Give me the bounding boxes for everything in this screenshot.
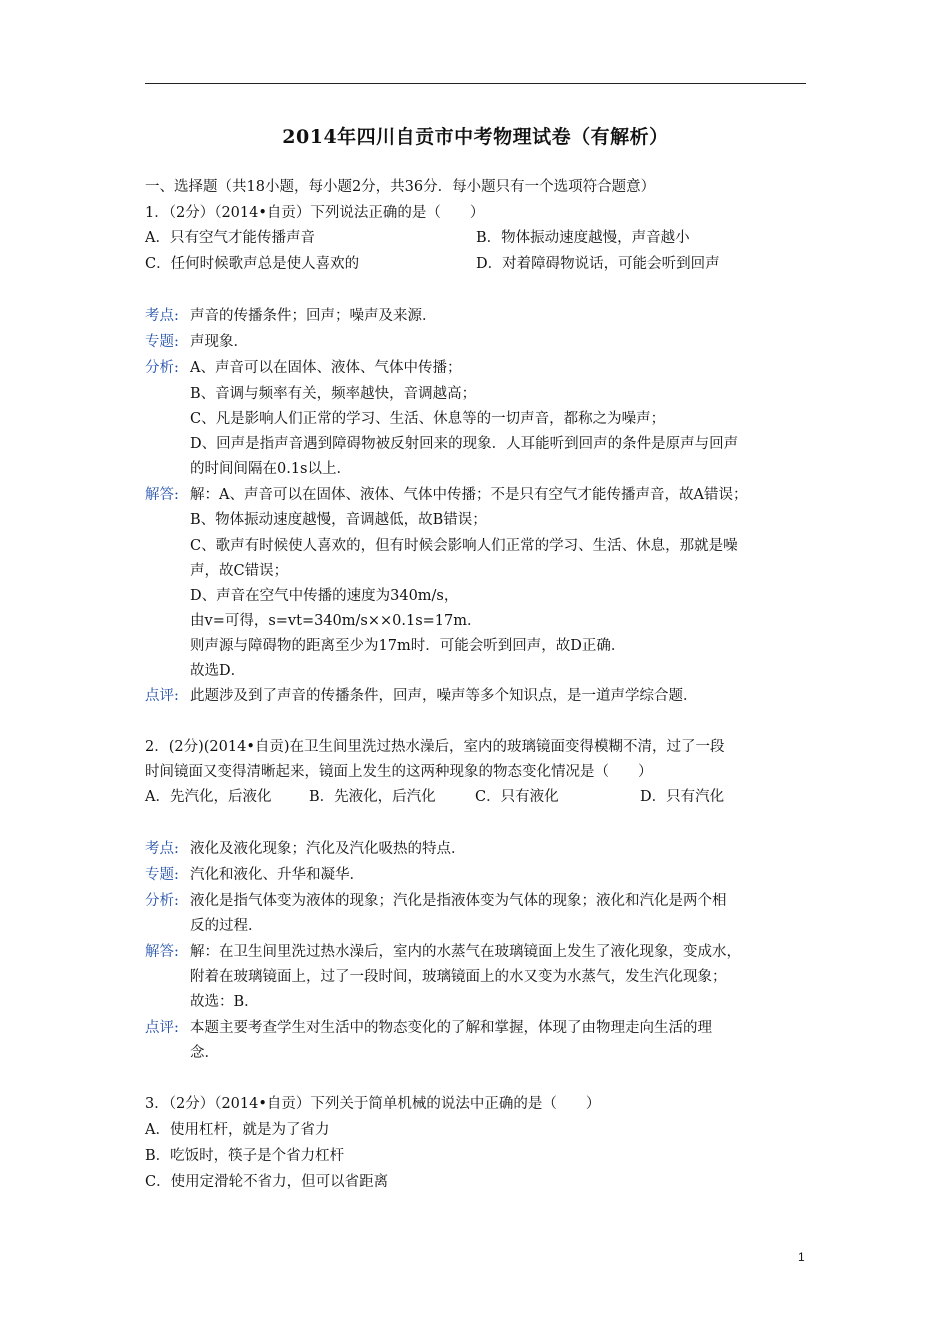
q2-option-a: A．先汽化，后液化 bbox=[145, 789, 272, 805]
q1-zhuanti: 声现象． bbox=[190, 334, 248, 350]
q2-option-b: B．先液化，后汽化 bbox=[309, 789, 436, 805]
q2-kaodian-label: 考点: bbox=[145, 841, 179, 857]
section-header: 一、选择题（共18小题，每小题2分，共36分．每小题只有一个选项符合题意） bbox=[145, 179, 656, 195]
q1-jieda-line: 声，故C错误； bbox=[190, 563, 289, 579]
q1-option-c: C．任何时候歌声总是使人喜欢的 bbox=[145, 256, 360, 272]
q1-jieda-line: 则声源与障碍物的距离至少为17m时．可能会听到回声，故D正确． bbox=[190, 638, 626, 654]
q2-fenxi-line: 反的过程． bbox=[190, 918, 263, 934]
q1-option-a: A．只有空气才能传播声音 bbox=[145, 230, 315, 246]
q1-jieda-label: 解答: bbox=[145, 487, 179, 503]
q1-fenxi-line: 的时间间隔在0.1s以上． bbox=[190, 461, 352, 477]
q1-dianping: 此题涉及到了声音的传播条件，回声，噪声等多个知识点，是一道声学综合题． bbox=[190, 688, 698, 704]
q2-jieda-line: 附着在玻璃镜面上，过了一段时间，玻璃镜面上的水又变为水蒸气，发生汽化现象； bbox=[190, 969, 727, 985]
q2-stem: 时间镜面又变得清晰起来，镜面上发生的这两种现象的物态变化情况是（ ） bbox=[145, 764, 653, 780]
q2-fenxi-label: 分析: bbox=[145, 893, 179, 909]
q2-jieda-line: 解：在卫生间里洗过热水澡后，室内的水蒸气在玻璃镜面上发生了液化现象，变成水， bbox=[190, 944, 741, 960]
q1-jieda-line: 故选D． bbox=[190, 663, 246, 679]
q2-zhuanti-label: 专题: bbox=[145, 867, 179, 883]
q1-fenxi-line: B、音调与频率有关，频率越快，音调越高； bbox=[190, 386, 477, 402]
q2-stem: 2．(2分)(2014•自贡)在卫生间里洗过热水澡后，室内的玻璃镜面变得模糊不清，过了一段 bbox=[145, 739, 725, 755]
q1-jieda-line: D、声音在空气中传播的速度为340m/s， bbox=[190, 588, 459, 604]
q2-zhuanti: 汽化和液化、升华和凝华． bbox=[190, 867, 364, 883]
q1-kaodian: 声音的传播条件；回声；噪声及来源． bbox=[190, 308, 437, 324]
q2-dianping-label: 点评: bbox=[145, 1020, 179, 1036]
q2-fenxi-line: 液化是指气体变为液体的现象；汽化是指液体变为气体的现象；液化和汽化是两个相 bbox=[190, 893, 727, 909]
q1-fenxi-line: A、声音可以在固体、液体、气体中传播； bbox=[190, 360, 462, 376]
q1-jieda-line: 解：A、声音可以在固体、液体、气体中传播；不是只有空气才能传播声音，故A错误； bbox=[190, 487, 748, 503]
q1-dianping-label: 点评: bbox=[145, 688, 179, 704]
q3-option-a: A．使用杠杆，就是为了省力 bbox=[145, 1122, 330, 1138]
q1-jieda-line: 由v=可得，s=vt=340m/s××0.1s=17m． bbox=[190, 613, 482, 629]
q1-fenxi-line: C、凡是影响人们正常的学习、生活、休息等的一切声音，都称之为噪声； bbox=[190, 411, 666, 427]
q3-stem: 3．（2分）（2014•自贡）下列关于简单机械的说法中正确的是（ ） bbox=[145, 1096, 601, 1112]
q2-kaodian: 液化及液化现象；汽化及汽化吸热的特点． bbox=[190, 841, 466, 857]
q2-dianping-line: 念． bbox=[190, 1045, 219, 1061]
q1-jieda-line: C、歌声有时候使人喜欢的，但有时候会影响人们正常的学习、生活、休息，那就是噪 bbox=[190, 538, 738, 554]
q1-stem: 1．（2分）（2014•自贡）下列说法正确的是（ ） bbox=[145, 205, 485, 221]
q1-fenxi-line: D、回声是指声音遇到障碍物被反射回来的现象．人耳能听到回声的条件是原声与回声 bbox=[190, 436, 739, 452]
q2-option-d: D．只有汽化 bbox=[640, 789, 725, 805]
q1-option-b: B．物体振动速度越慢，声音越小 bbox=[476, 230, 690, 246]
page-title: 2014年四川自贡市中考物理试卷（有解析） bbox=[282, 126, 669, 148]
q2-dianping-line: 本题主要考查学生对生活中的物态变化的了解和掌握，体现了由物理走向生活的理 bbox=[190, 1020, 712, 1036]
q1-option-d: D．对着障碍物说话，可能会听到回声 bbox=[476, 256, 720, 272]
q3-option-c: C．使用定滑轮不省力，但可以省距离 bbox=[145, 1174, 389, 1190]
q1-kaodian-label: 考点: bbox=[145, 308, 179, 324]
q2-jieda-label: 解答: bbox=[145, 944, 179, 960]
q1-fenxi-label: 分析: bbox=[145, 360, 179, 376]
q2-jieda-line: 故选：B． bbox=[190, 994, 259, 1010]
q2-option-c: C．只有液化 bbox=[475, 789, 559, 805]
header-rule bbox=[145, 83, 806, 84]
q1-jieda-line: B、物体振动速度越慢，音调越低，故B错误； bbox=[190, 512, 487, 528]
q1-zhuanti-label: 专题: bbox=[145, 334, 179, 350]
q3-option-b: B．吃饭时，筷子是个省力杠杆 bbox=[145, 1148, 345, 1164]
page-number: 1 bbox=[798, 1250, 805, 1264]
